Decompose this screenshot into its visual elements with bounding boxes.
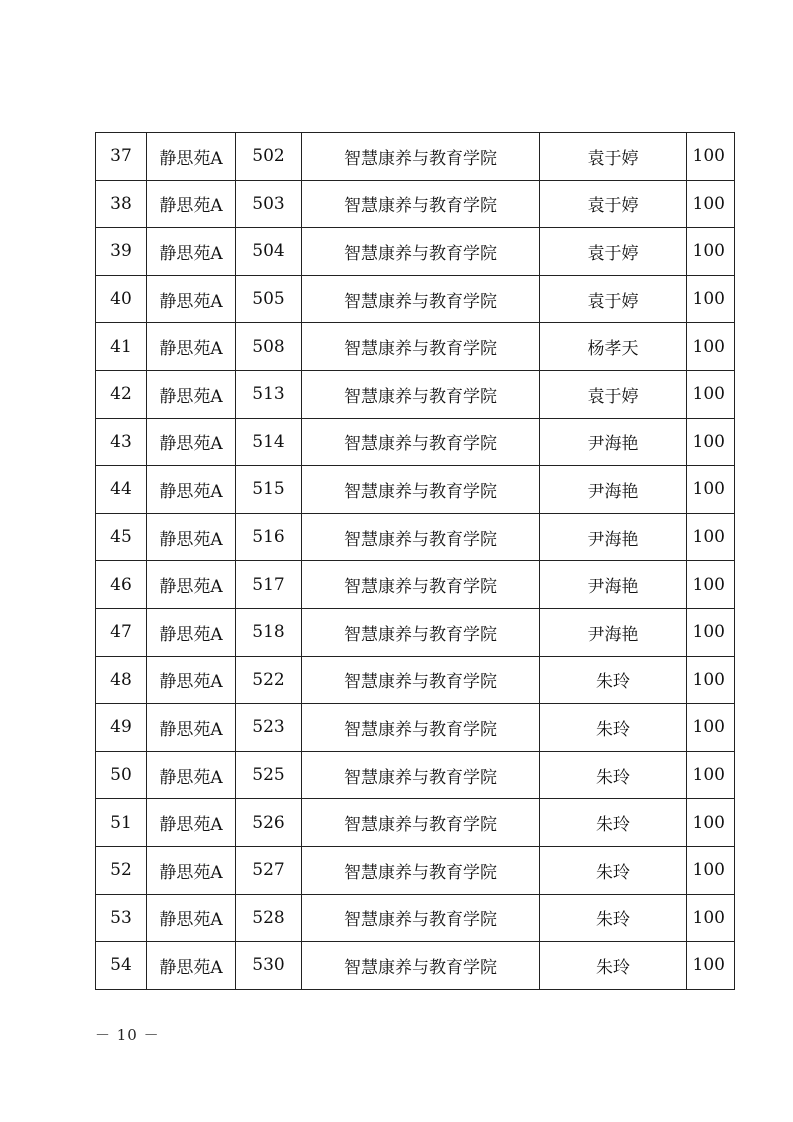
- cell-building: 静思苑A: [147, 942, 236, 990]
- cell-score: 100: [687, 608, 735, 656]
- cell-person: 朱玲: [540, 942, 687, 990]
- cell-index: 37: [96, 133, 147, 181]
- cell-index: 38: [96, 180, 147, 228]
- cell-college: 智慧康养与教育学院: [302, 846, 540, 894]
- cell-score: 100: [687, 466, 735, 514]
- cell-person: 朱玲: [540, 751, 687, 799]
- cell-building: 静思苑A: [147, 180, 236, 228]
- cell-room: 516: [236, 513, 302, 561]
- cell-index: 51: [96, 799, 147, 847]
- table-row: [96, 704, 735, 752]
- cell-person: 尹海艳: [540, 561, 687, 609]
- cell-room: 522: [236, 656, 302, 704]
- cell-score: 100: [687, 180, 735, 228]
- cell-person: 杨孝天: [540, 323, 687, 371]
- table-row: [96, 799, 735, 847]
- cell-building: 静思苑A: [147, 561, 236, 609]
- cell-score: 100: [687, 846, 735, 894]
- cell-index: 39: [96, 228, 147, 276]
- cell-score: 100: [687, 704, 735, 752]
- cell-index: 41: [96, 323, 147, 371]
- table-row: [96, 608, 735, 656]
- cell-college: 智慧康养与教育学院: [302, 894, 540, 942]
- cell-building: 静思苑A: [147, 608, 236, 656]
- cell-building: 静思苑A: [147, 846, 236, 894]
- table-row: [96, 466, 735, 514]
- table-row: [96, 894, 735, 942]
- table-row: [96, 323, 735, 371]
- cell-college: 智慧康养与教育学院: [302, 799, 540, 847]
- cell-room: 518: [236, 608, 302, 656]
- table-row: [96, 180, 735, 228]
- cell-score: 100: [687, 561, 735, 609]
- cell-room: 527: [236, 846, 302, 894]
- cell-score: 100: [687, 942, 735, 990]
- table-row: [96, 942, 735, 990]
- cell-score: 100: [687, 513, 735, 561]
- cell-college: 智慧康养与教育学院: [302, 608, 540, 656]
- cell-index: 47: [96, 608, 147, 656]
- cell-building: 静思苑A: [147, 656, 236, 704]
- table-row: [96, 133, 735, 181]
- cell-college: 智慧康养与教育学院: [302, 275, 540, 323]
- cell-index: 42: [96, 370, 147, 418]
- cell-college: 智慧康养与教育学院: [302, 561, 540, 609]
- cell-index: 44: [96, 466, 147, 514]
- cell-college: 智慧康养与教育学院: [302, 180, 540, 228]
- cell-index: 48: [96, 656, 147, 704]
- cell-person: 袁于婷: [540, 370, 687, 418]
- cell-person: 尹海艳: [540, 466, 687, 514]
- cell-index: 49: [96, 704, 147, 752]
- cell-building: 静思苑A: [147, 133, 236, 181]
- table-row: [96, 846, 735, 894]
- cell-room: 515: [236, 466, 302, 514]
- cell-college: 智慧康养与教育学院: [302, 133, 540, 181]
- cell-person: 尹海艳: [540, 418, 687, 466]
- table-row: [96, 656, 735, 704]
- table-body: [96, 133, 735, 990]
- cell-score: 100: [687, 894, 735, 942]
- cell-index: 45: [96, 513, 147, 561]
- cell-building: 静思苑A: [147, 323, 236, 371]
- cell-index: 54: [96, 942, 147, 990]
- cell-building: 静思苑A: [147, 513, 236, 561]
- cell-room: 525: [236, 751, 302, 799]
- cell-person: 朱玲: [540, 704, 687, 752]
- cell-college: 智慧康养与教育学院: [302, 942, 540, 990]
- table-row: [96, 275, 735, 323]
- cell-score: 100: [687, 799, 735, 847]
- cell-building: 静思苑A: [147, 228, 236, 276]
- cell-room: 502: [236, 133, 302, 181]
- cell-room: 530: [236, 942, 302, 990]
- cell-score: 100: [687, 323, 735, 371]
- cell-score: 100: [687, 133, 735, 181]
- cell-building: 静思苑A: [147, 275, 236, 323]
- table-row: [96, 228, 735, 276]
- cell-person: 朱玲: [540, 894, 687, 942]
- cell-room: 505: [236, 275, 302, 323]
- cell-college: 智慧康养与教育学院: [302, 656, 540, 704]
- cell-building: 静思苑A: [147, 751, 236, 799]
- cell-college: 智慧康养与教育学院: [302, 323, 540, 371]
- cell-index: 43: [96, 418, 147, 466]
- cell-college: 智慧康养与教育学院: [302, 751, 540, 799]
- cell-score: 100: [687, 656, 735, 704]
- cell-person: 袁于婷: [540, 228, 687, 276]
- cell-person: 朱玲: [540, 656, 687, 704]
- cell-person: 袁于婷: [540, 180, 687, 228]
- cell-index: 52: [96, 846, 147, 894]
- cell-score: 100: [687, 228, 735, 276]
- cell-person: 袁于婷: [540, 275, 687, 323]
- cell-college: 智慧康养与教育学院: [302, 228, 540, 276]
- cell-college: 智慧康养与教育学院: [302, 418, 540, 466]
- cell-score: 100: [687, 751, 735, 799]
- cell-college: 智慧康养与教育学院: [302, 370, 540, 418]
- cell-building: 静思苑A: [147, 894, 236, 942]
- cell-building: 静思苑A: [147, 704, 236, 752]
- cell-room: 508: [236, 323, 302, 371]
- cell-index: 53: [96, 894, 147, 942]
- cell-score: 100: [687, 275, 735, 323]
- cell-score: 100: [687, 418, 735, 466]
- cell-person: 朱玲: [540, 799, 687, 847]
- cell-room: 504: [236, 228, 302, 276]
- dormitory-inspection-table: [95, 132, 735, 990]
- cell-room: 526: [236, 799, 302, 847]
- cell-college: 智慧康养与教育学院: [302, 704, 540, 752]
- cell-building: 静思苑A: [147, 370, 236, 418]
- cell-building: 静思苑A: [147, 418, 236, 466]
- cell-person: 尹海艳: [540, 608, 687, 656]
- table-row: [96, 513, 735, 561]
- cell-room: 513: [236, 370, 302, 418]
- cell-room: 514: [236, 418, 302, 466]
- cell-college: 智慧康养与教育学院: [302, 513, 540, 561]
- table-row: [96, 418, 735, 466]
- cell-college: 智慧康养与教育学院: [302, 466, 540, 514]
- cell-building: 静思苑A: [147, 799, 236, 847]
- cell-index: 40: [96, 275, 147, 323]
- page-number: － 10 －: [95, 1026, 160, 1044]
- table-row: [96, 370, 735, 418]
- cell-index: 46: [96, 561, 147, 609]
- cell-building: 静思苑A: [147, 466, 236, 514]
- cell-person: 袁于婷: [540, 133, 687, 181]
- cell-room: 523: [236, 704, 302, 752]
- cell-room: 517: [236, 561, 302, 609]
- cell-room: 528: [236, 894, 302, 942]
- table-row: [96, 561, 735, 609]
- cell-score: 100: [687, 370, 735, 418]
- table-row: [96, 751, 735, 799]
- cell-person: 尹海艳: [540, 513, 687, 561]
- cell-person: 朱玲: [540, 846, 687, 894]
- cell-index: 50: [96, 751, 147, 799]
- cell-room: 503: [236, 180, 302, 228]
